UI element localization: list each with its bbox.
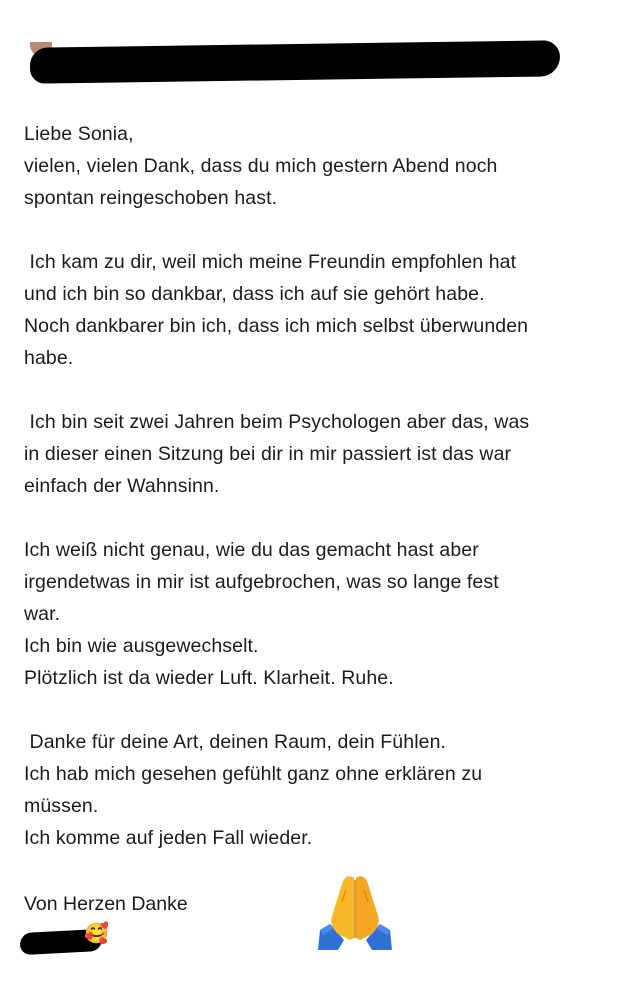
text-line: Liebe Sonia, [24,123,134,145]
paragraph-session [24,406,604,502]
text-line: Plötzlich ist da wieder Luft. Klarheit. Ruhe. [24,667,394,689]
closing-line: Von Herzen Danke [24,893,188,915]
redacted-sender-header [30,40,560,83]
folded-hands-icon [314,868,396,952]
message-body [24,118,604,854]
text-line: einfach der Wahnsinn. [24,475,220,497]
text-line: Ich hab mich gesehen gefühlt ganz ohne erklären zu [24,763,483,785]
text-line: irgendetwas in mir ist aufgebrochen, was so lange fest [24,571,499,593]
paragraph-recommendation [24,246,604,374]
text-line: spontan reingeschoben hast. [24,187,278,209]
text-line: Danke für deine Art, deinen Raum, dein Fühlen. [24,731,447,753]
text-line: Ich komme auf jeden Fall wieder. [24,827,313,849]
text-line: müssen. [24,795,99,817]
text-line: Ich kam zu dir, weil mich meine Freundin empfohlen hat [24,251,517,273]
text-line: vielen, vielen Dank, dass du mich gestern Abend noch [24,155,498,177]
smiling-face-hearts-icon: 🥰 [84,923,109,945]
text-line: und ich bin so dankbar, dass ich auf sie gehört habe. [24,283,485,305]
paragraph-greeting [24,118,604,214]
text-line: Ich bin wie ausgewechselt. [24,635,259,657]
paragraph-change [24,534,604,694]
text-line: Ich weiß nicht genau, wie du das gemacht hast aber [24,539,479,561]
text-line: habe. [24,347,74,369]
text-line: Ich bin seit zwei Jahren beim Psychologen aber das, was [24,411,530,433]
text-line: war. [24,603,61,625]
text-line: Noch dankbarer bin ich, dass ich mich selbst überwunden [24,315,529,337]
text-line: in dieser einen Sitzung bei dir in mir passiert ist das war [24,443,512,465]
paragraph-thanks [24,726,604,854]
